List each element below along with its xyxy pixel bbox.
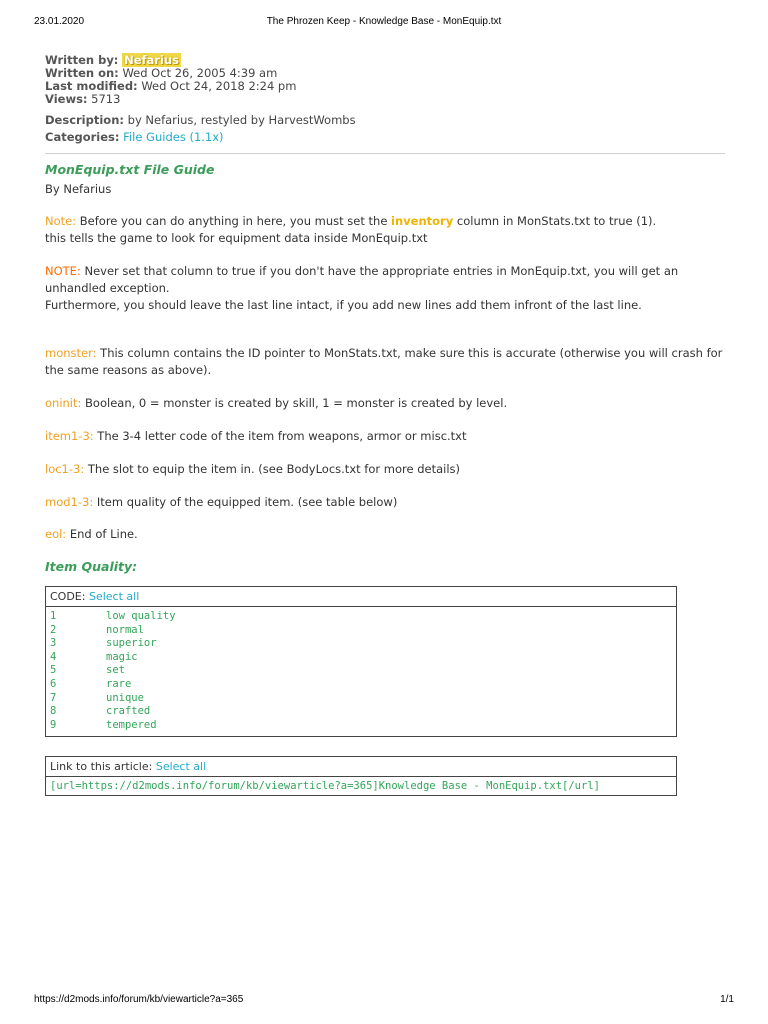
warning-text: Never set that column to true if you don't have the appropriate entries in MonEquip.txt, you will get an unhandled exception. — [45, 264, 679, 295]
print-footer — [0, 994, 768, 1008]
code-row — [50, 705, 672, 719]
note-paragraph-line2: this tells the game to look for equipment data inside MonEquip.txt — [45, 231, 428, 245]
meta-label: Last modified: — [45, 79, 138, 93]
warning-label: NOTE: — [45, 264, 81, 278]
meta-label: Description: — [45, 113, 124, 127]
field-monster — [45, 345, 725, 379]
meta-categories — [45, 129, 725, 146]
meta-value: Wed Oct 26, 2005 4:39 am — [122, 66, 278, 80]
note-text: column in MonStats.txt to true (1). — [453, 214, 657, 228]
code-row — [50, 651, 672, 665]
quality-name: rare — [106, 677, 132, 690]
quality-number: 9 — [50, 718, 57, 731]
print-header — [0, 16, 768, 30]
field-desc: Item quality of the equipped item. (see table below) — [93, 495, 398, 509]
print-title: The Phrozen Keep - Knowledge Base - MonEquip.txt — [266, 16, 502, 27]
quality-number: 3 — [50, 637, 57, 650]
meta-label: Written by: — [45, 53, 119, 67]
quality-number: 1 — [50, 610, 57, 622]
meta-label: Written on: — [45, 66, 119, 80]
code-row — [50, 610, 672, 624]
warning-paragraph — [45, 263, 725, 297]
page-number: 1/1 — [720, 994, 734, 1005]
quality-name: set — [106, 664, 125, 677]
quality-name: crafted — [106, 705, 151, 718]
field-desc: Boolean, 0 = monster is created by skill, 1 = monster is created by level. — [81, 396, 508, 410]
field-desc: End of Line. — [66, 527, 138, 541]
code-row — [50, 664, 672, 678]
quality-number: 4 — [50, 650, 57, 663]
note-label: Note: — [45, 214, 77, 228]
field-desc: This column contains the ID pointer to MonStats.txt, make sure this is accurate (otherwise you will crash for the same reasons as above). — [45, 346, 723, 377]
meta-value: 5713 — [91, 92, 121, 106]
category-link[interactable]: File Guides (1.1x) — [123, 130, 224, 144]
code-label: CODE: — [50, 590, 86, 603]
code-row — [50, 678, 672, 692]
field-loc — [45, 461, 725, 478]
field-eol — [45, 526, 725, 543]
field-key: loc1-3: — [45, 462, 85, 476]
quality-number: 7 — [50, 691, 57, 704]
field-oninit — [45, 395, 725, 412]
note-paragraph — [45, 213, 725, 230]
meta-value: by Nefarius, restyled by HarvestWombs — [127, 113, 356, 127]
code-row — [50, 692, 672, 706]
field-key: oninit: — [45, 396, 82, 410]
code-body — [46, 607, 676, 736]
meta-description — [45, 112, 725, 129]
quality-name: magic — [106, 650, 138, 663]
field-key: monster: — [45, 346, 97, 360]
note-text: Before you can do anything in here, you must set the — [76, 214, 392, 228]
select-all-link[interactable]: Select all — [88, 590, 140, 603]
field-key: mod1-3: — [45, 495, 94, 509]
code-row — [50, 719, 672, 733]
quality-number: 6 — [50, 677, 57, 690]
meta-value: Wed Oct 24, 2018 2:24 pm — [141, 79, 297, 93]
meta-last-modified — [45, 80, 725, 93]
field-key: eol: — [45, 527, 67, 541]
article-title: MonEquip.txt File Guide — [45, 162, 215, 177]
warning-paragraph-line2: Furthermore, you should leave the last line intact, if you add new lines add them infront of the last line. — [45, 298, 642, 312]
code-header — [46, 587, 676, 607]
field-item — [45, 428, 725, 445]
quality-name: tempered — [106, 718, 157, 731]
field-mod — [45, 494, 725, 511]
quality-name: normal — [106, 623, 144, 636]
quality-number: 2 — [50, 623, 57, 636]
meta-views — [45, 93, 725, 106]
meta-label: Categories: — [45, 130, 120, 144]
quality-name: superior — [106, 637, 157, 650]
print-url: https://d2mods.info/forum/kb/viewarticle?a=365 — [34, 994, 244, 1005]
field-desc: The 3-4 letter code of the item from weapons, armor or misc.txt — [93, 429, 467, 443]
quality-name: low quality — [106, 610, 176, 622]
field-desc: The slot to equip the item in. (see BodyLocs.txt for more details) — [84, 462, 460, 476]
author-link[interactable]: Nefarius — [124, 53, 179, 67]
select-all-link[interactable]: Select all — [155, 760, 207, 774]
code-row — [50, 637, 672, 651]
item-quality-heading: Item Quality: — [45, 559, 138, 574]
quality-number: 5 — [50, 664, 57, 677]
article-link-block — [45, 756, 677, 796]
field-key: item1-3: — [45, 429, 94, 443]
quality-number: 8 — [50, 705, 57, 718]
article-content — [45, 54, 725, 796]
divider — [45, 153, 725, 154]
article-byline: By Nefarius — [45, 182, 112, 196]
link-header — [46, 757, 676, 777]
link-label: Link to this article: — [50, 760, 153, 774]
quality-name: unique — [106, 691, 144, 704]
print-date: 23.01.2020 — [34, 16, 85, 27]
code-row — [50, 624, 672, 638]
code-block — [45, 586, 677, 737]
bbcode-text[interactable]: [url=https://d2mods.info/forum/kb/viewarticle?a=365]Knowledge Base - MonEquip.txt[/url] — [50, 780, 600, 793]
meta-label: Views: — [45, 92, 88, 106]
note-keyword: inventory — [391, 214, 454, 228]
